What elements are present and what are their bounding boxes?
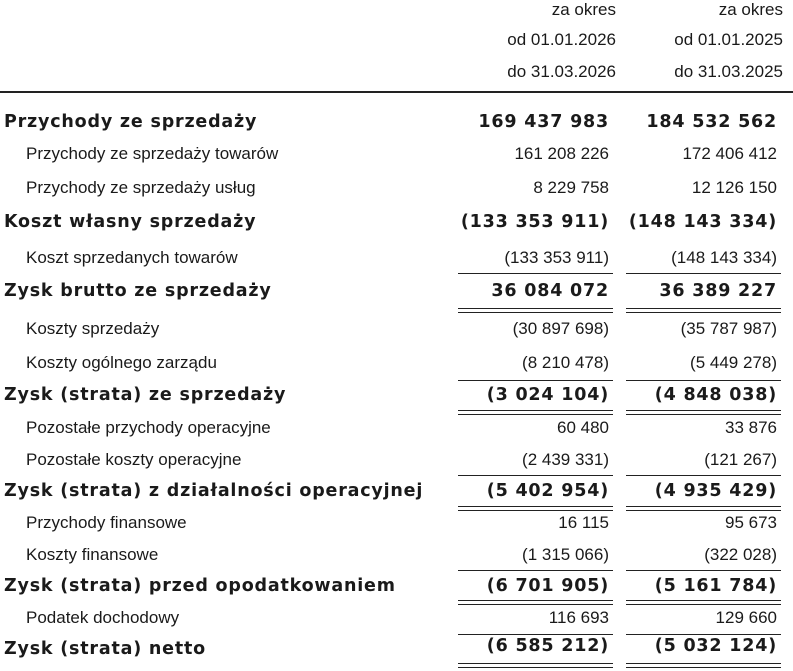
value-2026: (6 701 905) [486, 576, 609, 596]
value-2025: (148 143 334) [671, 248, 777, 267]
value-2026: (1 315 066) [522, 545, 609, 564]
value-2026: 16 115 [558, 513, 609, 532]
row-other-operating-income [0, 418, 793, 448]
value-2025: (5 032 124) [654, 636, 777, 656]
row-label: Koszty ogólnego zarządu [26, 353, 217, 372]
value-2025: 33 876 [725, 418, 777, 437]
value-2026: 169 437 983 [478, 112, 609, 132]
underline-col2 [626, 634, 781, 635]
period-header-2026-line3: do 31.03.2026 [507, 62, 616, 81]
double-underline-col1-b [458, 604, 613, 605]
value-2025: 12 126 150 [691, 178, 777, 197]
row-revenue-services [0, 178, 793, 208]
row-revenue [0, 112, 793, 142]
underline-col1 [458, 380, 613, 381]
value-2026: 161 208 226 [514, 144, 609, 163]
double-underline-col1-a [458, 308, 613, 309]
underline-col1 [458, 634, 613, 635]
double-underline-col1-b [458, 510, 613, 511]
row-label: Podatek dochodowy [26, 608, 180, 627]
row-label: Przychody finansowe [26, 513, 187, 532]
row-label: Koszt własny sprzedaży [4, 212, 257, 232]
value-2025: (322 028) [704, 545, 777, 564]
value-2025: (148 143 334) [628, 212, 777, 232]
double-underline-col1-a [458, 506, 613, 507]
value-2026: 60 480 [557, 418, 609, 437]
value-2026: (30 897 698) [512, 319, 609, 338]
row-label: Przychody ze sprzedaży usług [26, 178, 256, 197]
row-label: Zysk (strata) ze sprzedaży [4, 385, 287, 405]
row-label: Pozostałe przychody operacyjne [26, 418, 271, 437]
value-2026: (133 353 911) [504, 248, 609, 267]
value-2026: (3 024 104) [486, 385, 609, 405]
period-header-2025-line2: od 01.01.2025 [674, 30, 783, 49]
row-label: Przychody ze sprzedaży towarów [26, 144, 279, 163]
double-underline-col2-b [626, 312, 781, 313]
underline-col2 [626, 570, 781, 571]
value-2026: (5 402 954) [486, 481, 609, 501]
underline-col1 [458, 273, 613, 274]
row-profit-before-tax [0, 576, 793, 606]
row-label: Koszt sprzedanych towarów [26, 248, 238, 267]
underline-col1 [458, 475, 613, 476]
value-2026: (6 585 212) [486, 636, 609, 656]
value-2025: 129 660 [715, 608, 777, 627]
value-2026: 8 229 758 [533, 178, 609, 197]
double-underline-col1-a [458, 663, 613, 664]
row-label: Zysk (strata) z działalności operacyjnej [4, 481, 424, 501]
header-divider [0, 91, 793, 93]
value-2026: 116 693 [548, 608, 609, 627]
value-2025: (5 161 784) [654, 576, 777, 596]
value-2025: 172 406 412 [682, 144, 777, 163]
double-underline-col2-a [626, 410, 781, 411]
value-2025: 184 532 562 [646, 112, 777, 132]
row-label: Zysk brutto ze sprzedaży [4, 281, 272, 301]
period-header-2026-line2: od 01.01.2026 [507, 30, 616, 49]
double-underline-col2-a [626, 600, 781, 601]
value-2025: (121 267) [704, 450, 777, 469]
row-label: Koszty sprzedaży [26, 319, 160, 338]
value-2025: (35 787 987) [680, 319, 777, 338]
row-label: Zysk (strata) przed opodatkowaniem [4, 576, 396, 596]
underline-col2 [626, 273, 781, 274]
period-header-2025-line3: do 31.03.2025 [674, 62, 783, 81]
underline-col2 [626, 475, 781, 476]
value-2026: 36 084 072 [491, 281, 609, 301]
double-underline-col2-a [626, 506, 781, 507]
row-label: Koszty finansowe [26, 545, 159, 564]
double-underline-col1-a [458, 600, 613, 601]
double-underline-col2-a [626, 308, 781, 309]
row-selling-costs [0, 319, 793, 349]
double-underline-col2-b [626, 510, 781, 511]
row-revenue-goods [0, 144, 793, 174]
row-cost-of-sales [0, 212, 793, 242]
double-underline-col2-b [626, 414, 781, 415]
double-underline-col1-b [458, 667, 613, 668]
double-underline-col2-b [626, 604, 781, 605]
row-label: Zysk (strata) netto [4, 639, 207, 659]
underline-col1 [458, 570, 613, 571]
double-underline-col1-b [458, 312, 613, 313]
row-gross-profit [0, 281, 793, 311]
value-2026: (2 439 331) [522, 450, 609, 469]
row-financial-income [0, 513, 793, 543]
double-underline-col2-a [626, 663, 781, 664]
value-2025: 95 673 [725, 513, 777, 532]
row-admin-costs [0, 353, 793, 383]
row-label: Pozostałe koszty operacyjne [26, 450, 242, 469]
value-2025: (4 935 429) [654, 481, 777, 501]
value-2025: (5 449 278) [690, 353, 777, 372]
value-2026: (133 353 911) [460, 212, 609, 232]
period-header-2026-line1: za okres [551, 0, 616, 19]
value-2026: (8 210 478) [522, 353, 609, 372]
period-header-2025-line1: za okres [718, 0, 783, 19]
double-underline-col1-b [458, 414, 613, 415]
double-underline-col2-b [626, 667, 781, 668]
row-net-profit [0, 636, 793, 669]
underline-col2 [626, 380, 781, 381]
value-2025: 36 389 227 [659, 281, 777, 301]
row-label: Przychody ze sprzedaży [4, 112, 258, 132]
value-2025: (4 848 038) [654, 385, 777, 405]
double-underline-col1-a [458, 410, 613, 411]
